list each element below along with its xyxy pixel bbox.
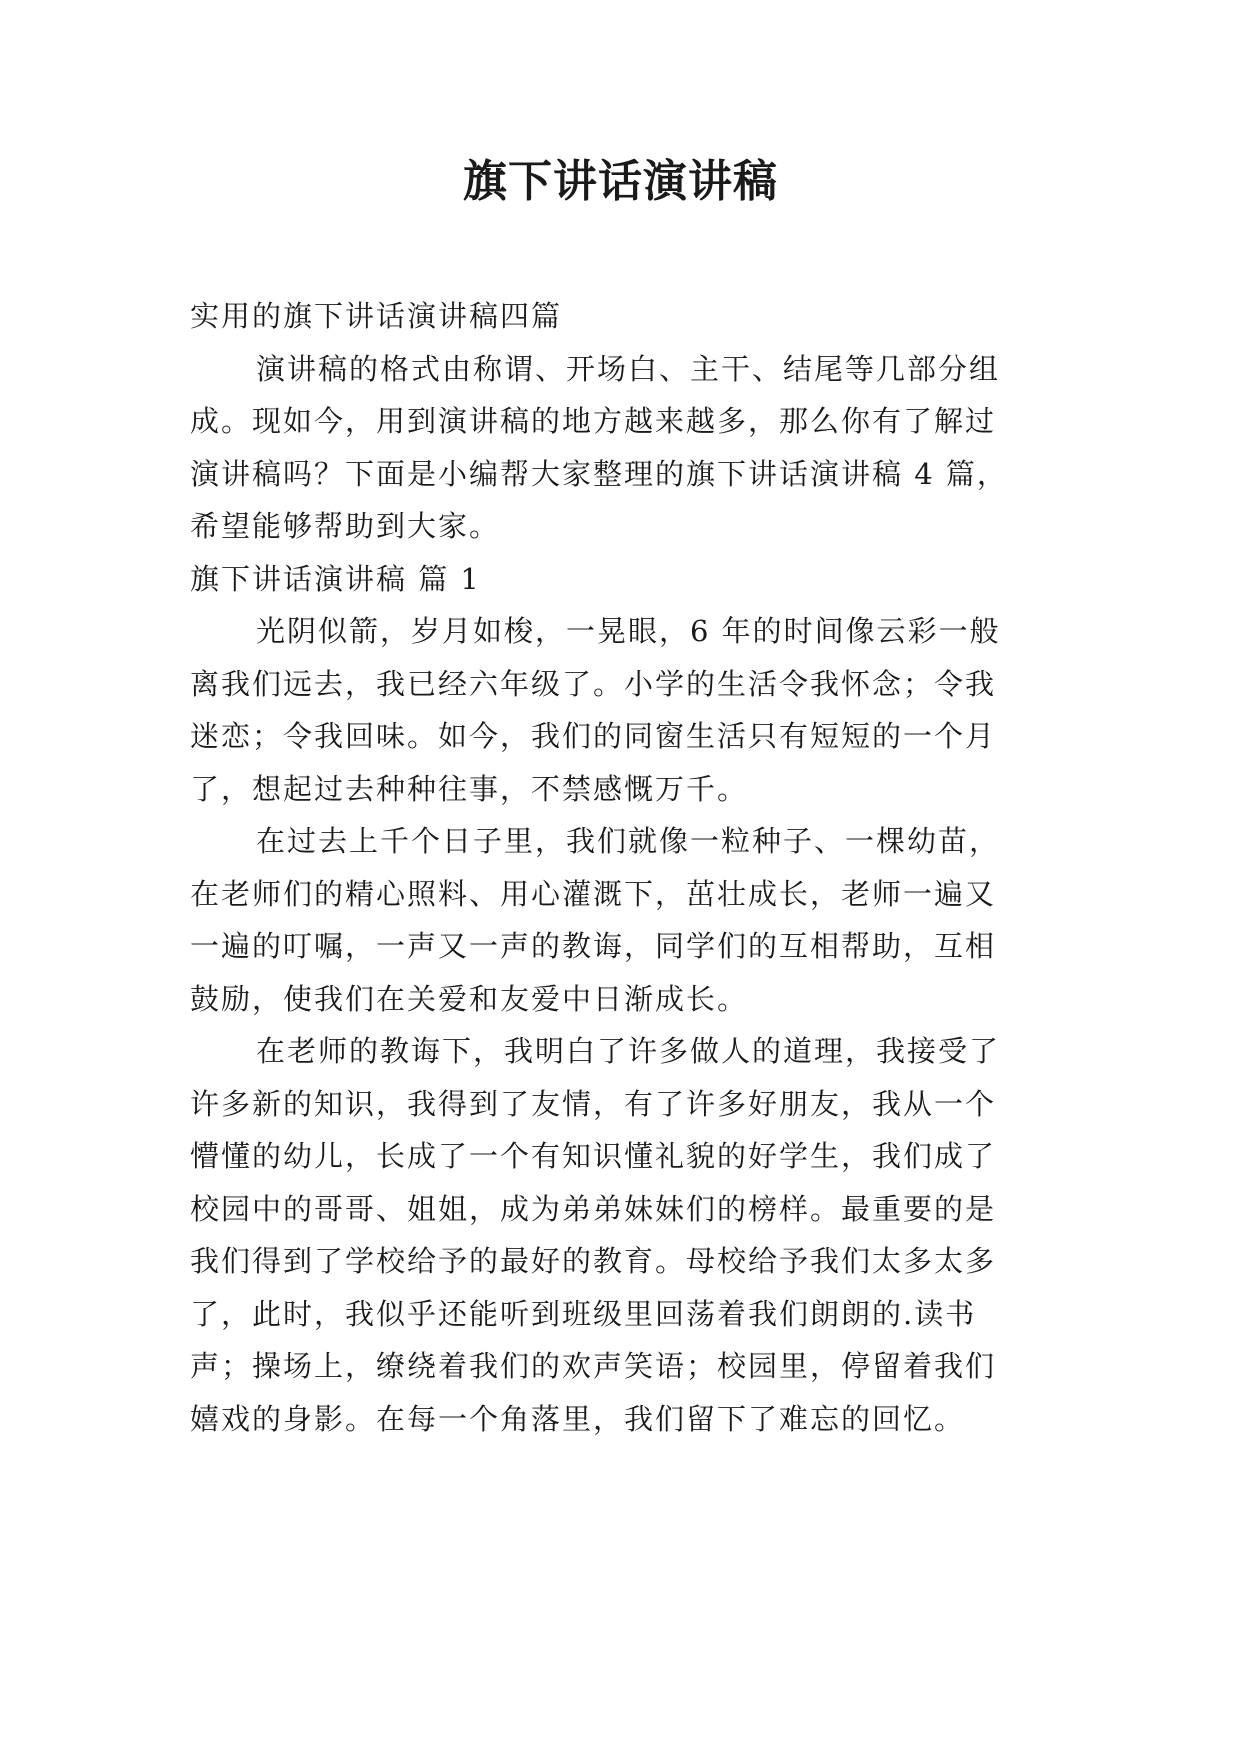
paragraph-line: 成。现如今，用到演讲稿的地方越来越多，那么你有了解过 — [190, 404, 997, 438]
paragraph-line: 在过去上千个日子里，我们就像一粒种子、一棵幼苗， — [256, 824, 1001, 858]
document-title: 旗下讲话演讲稿 — [463, 156, 778, 207]
document-body — [190, 290, 1050, 1445]
paragraph-line: 校园中的哥哥、姐姐，成为弟弟妹妹们的榜样。最重要的是 — [190, 1191, 997, 1226]
intro-paragraph — [190, 343, 1050, 553]
paragraph-line: 在老师们的精心照料、用心灌溉下，茁壮成长，老师一遍又 — [190, 876, 997, 911]
paragraph-line: 了，此时，我似乎还能听到班级里回荡着我们朗朗的.读书 — [190, 1296, 977, 1331]
paragraph-line: 演讲稿的格式由称谓、开场白、主干、结尾等几部分组 — [256, 351, 1001, 386]
paragraph-line: 离我们远去，我已经六年级了。小学的生活令我怀念；令我 — [190, 666, 997, 701]
document-subtitle: 实用的旗下讲话演讲稿四篇 — [190, 299, 563, 333]
paragraph-line: 一遍的叮嘱，一声又一声的教诲，同学们的互相帮助，互相 — [190, 929, 997, 963]
paragraph-line: 在老师的教诲下，我明白了许多做人的道理，我接受了 — [256, 1034, 1001, 1068]
paragraph-3 — [190, 1025, 1050, 1445]
paragraph-line: 嬉戏的身影。在每一个角落里，我们留下了难忘的回忆。 — [190, 1401, 966, 1436]
paragraph-line: 懵懂的幼儿，长成了一个有知识懂礼貌的好学生，我们成了 — [190, 1139, 997, 1173]
paragraph-line: 了，想起过去种种往事，不禁感慨万千。 — [190, 771, 749, 806]
paragraph-line: 迷恋；令我回味。如今，我们的同窗生活只有短短的一个月 — [190, 719, 997, 753]
paragraph-line: 许多新的知识，我得到了友情，有了许多好朋友，我从一个 — [190, 1086, 997, 1121]
paragraph-line: 光阴似箭，岁月如梭，一晃眼，6 年的时间像云彩一般 — [256, 614, 1001, 648]
paragraph-2 — [190, 815, 1050, 1025]
paragraph-line: 鼓励，使我们在关爱和友爱中日渐成长。 — [190, 981, 749, 1016]
paragraph-line: 演讲稿吗？下面是小编帮大家整理的旗下讲话演讲稿 4 篇， — [190, 456, 1008, 491]
paragraph-line: 我们得到了学校给予的最好的教育。母校给予我们太多太多 — [190, 1244, 997, 1278]
paragraph-1 — [190, 605, 1050, 815]
paragraph-line: 希望能够帮助到大家。 — [190, 509, 501, 543]
section-heading: 旗下讲话演讲稿 篇 1 — [190, 561, 481, 596]
paragraph-line: 声；操场上，缭绕着我们的欢声笑语；校园里，停留着我们 — [190, 1349, 997, 1383]
